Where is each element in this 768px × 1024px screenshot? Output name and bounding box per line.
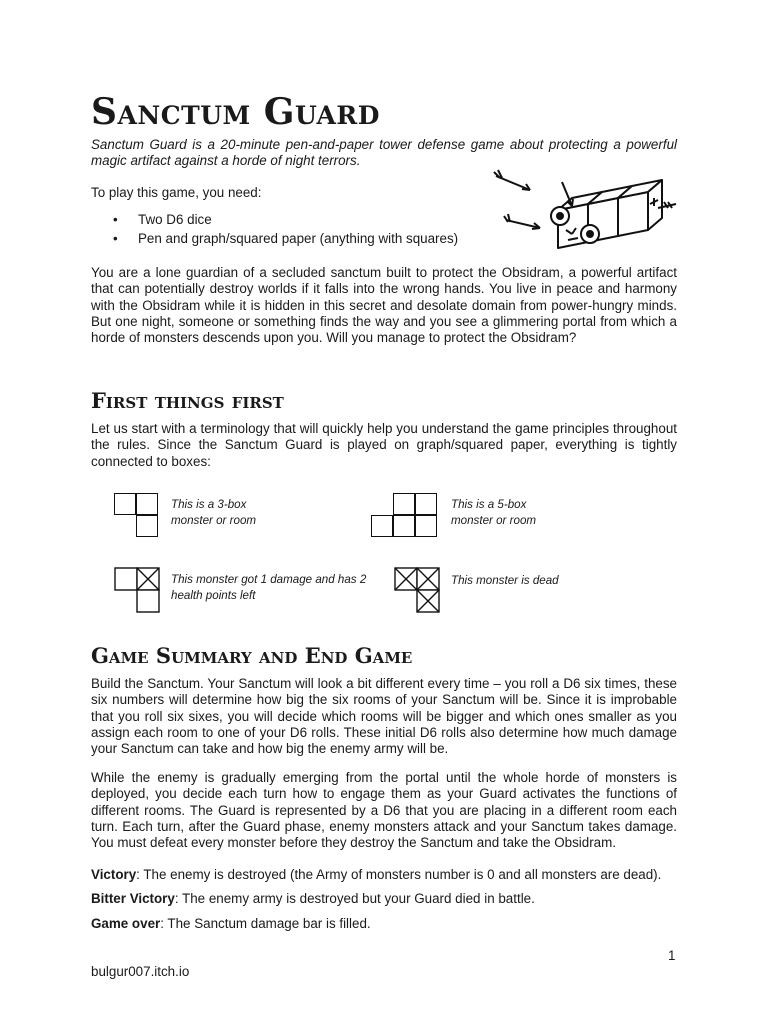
damaged-monster-diagram [114,567,162,615]
summary-paragraph-2: While the enemy is gradually emerging from the portal until the whole horde of monsters is deployed, you decide each turn how to engage them as your Guard activates the functions of different rooms. The Guard is represented by a D6 that you are placing in a different room each turn. Each turn, after the Guard phase, enemy monsters attack and your Sanctum takes damage. You must defeat every monster before they destroy the Sanctum and take the Obsidram. [91,770,677,851]
dead-monster-caption: This monster is dead [451,574,559,587]
section-heading-first-things: First things first [91,388,284,413]
three-box-caption: This is a 3-box monster or room [171,498,257,527]
section-heading-game-summary: Game Summary and End Game [91,643,413,668]
page-number: 1 [668,948,676,963]
five-box-caption: This is a 5-box monster or room [451,498,537,527]
bitter-victory-condition: Bitter Victory: The enemy army is destroyed but your Guard died in battle. [91,891,535,906]
intro-text: Sanctum Guard is a 20-minute pen-and-paper tower defense game about protecting a powerful magic artifact against a horde of night terrors. [91,137,677,169]
summary-paragraph-1: Build the Sanctum. Your Sanctum will look a bit different every time – you roll a D6 six times, these six numbers will determine how big the six rooms of your Sanctum will be. Since it is improbable that you roll six sixes, you will decide which rooms will be bigger and which ones smaller as you assign each room to one of your D6 rolls. These initial D6 rolls also determine how much damage your Sanctum can take and how big the enemy army will be. [91,676,677,757]
footer-link[interactable]: bulgur007.itch.io [91,964,190,979]
bullet-icon: • [113,231,118,246]
bullet-icon: • [113,212,118,227]
requirements-label: To play this game, you need: [91,185,262,200]
game-over-condition: Game over: The Sanctum damage bar is filled. [91,916,371,931]
lore-paragraph: You are a lone guardian of a secluded sanctum built to protect the Obsidram, a powerful artifact that can potentially destroy worlds if it falls into the wrong hands. You live in peace and harmony with the Obsidram while it is hidden in this secret and desolate domain from power-hungry minds. But one night, someone or something finds the way and you see a glimmering portal from which a horde of monsters descends upon you. Will you manage to protect the Obsidram? [91,265,677,346]
sanctum-illustration-icon [490,168,680,258]
damaged-monster-caption: This monster got 1 damage and has 2 health points left [171,573,367,602]
dead-monster-diagram [394,567,442,615]
terminology-paragraph: Let us start with a terminology that will quickly help you understand the game principles throughout the rules. Since the Sanctum Guard is played on graph/squared paper, everything is tightly connected to boxes: [91,421,677,469]
victory-condition: Victory: The enemy is destroyed (the Army of monsters number is 0 and all monsters are dead). [91,867,662,882]
document-title: Sanctum Guard [91,91,380,133]
